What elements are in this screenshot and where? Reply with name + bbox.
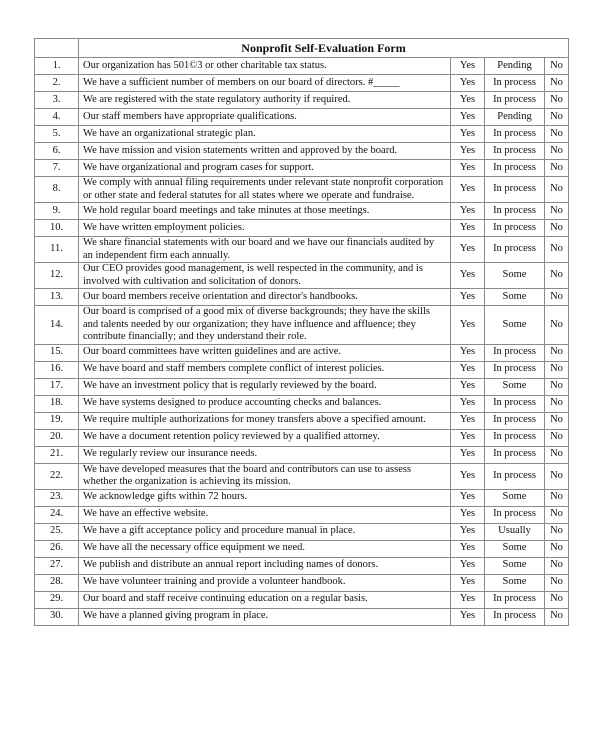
- answer-status: Some: [485, 489, 545, 506]
- question-text: We have all the necessary office equipment we need.: [79, 540, 451, 557]
- answer-no: No: [545, 203, 569, 220]
- answer-status: In process: [485, 429, 545, 446]
- answer-yes: Yes: [451, 429, 485, 446]
- answer-no: No: [545, 446, 569, 463]
- answer-yes: Yes: [451, 489, 485, 506]
- answer-no: No: [545, 412, 569, 429]
- answer-status: Some: [485, 263, 545, 289]
- answer-yes: Yes: [451, 412, 485, 429]
- answer-no: No: [545, 506, 569, 523]
- answer-status: Some: [485, 289, 545, 306]
- row-number: 27.: [35, 557, 79, 574]
- answer-yes: Yes: [451, 540, 485, 557]
- table-row: [35, 378, 569, 395]
- answer-no: No: [545, 344, 569, 361]
- table-row: [35, 306, 569, 345]
- table-row: [35, 109, 569, 126]
- answer-yes: Yes: [451, 92, 485, 109]
- question-text: We comply with annual filing requirements under relevant state nonprofit corporation or other state and federal statutes for all states where we operate and fundraise.: [79, 177, 451, 203]
- answer-yes: Yes: [451, 177, 485, 203]
- row-number: 1.: [35, 58, 79, 75]
- answer-yes: Yes: [451, 344, 485, 361]
- answer-status: Pending: [485, 58, 545, 75]
- answer-yes: Yes: [451, 126, 485, 143]
- answer-yes: Yes: [451, 263, 485, 289]
- answer-yes: Yes: [451, 506, 485, 523]
- answer-no: No: [545, 591, 569, 608]
- answer-yes: Yes: [451, 143, 485, 160]
- answer-no: No: [545, 361, 569, 378]
- evaluation-table: [34, 38, 569, 626]
- table-row: [35, 429, 569, 446]
- row-number: 10.: [35, 220, 79, 237]
- row-number: 14.: [35, 306, 79, 345]
- question-text: We acknowledge gifts within 72 hours.: [79, 489, 451, 506]
- row-number: 20.: [35, 429, 79, 446]
- answer-yes: Yes: [451, 75, 485, 92]
- answer-yes: Yes: [451, 237, 485, 263]
- table-row: [35, 412, 569, 429]
- table-row: [35, 523, 569, 540]
- question-text: Our CEO provides good management, is well respected in the community, and is involved with cultivation and solicitation of donors.: [79, 263, 451, 289]
- row-number: 26.: [35, 540, 79, 557]
- row-number: 25.: [35, 523, 79, 540]
- question-text: We share financial statements with our board and we have our financials audited by an independent firm each annually.: [79, 237, 451, 263]
- answer-yes: Yes: [451, 446, 485, 463]
- table-row: [35, 395, 569, 412]
- row-number: 12.: [35, 263, 79, 289]
- answer-yes: Yes: [451, 395, 485, 412]
- question-text: We have systems designed to produce accounting checks and balances.: [79, 395, 451, 412]
- table-row: [35, 608, 569, 625]
- row-number: 16.: [35, 361, 79, 378]
- question-text: Our staff members have appropriate qualifications.: [79, 109, 451, 126]
- answer-yes: Yes: [451, 523, 485, 540]
- answer-status: Some: [485, 306, 545, 345]
- row-number: 17.: [35, 378, 79, 395]
- question-text: We have organizational and program cases for support.: [79, 160, 451, 177]
- question-text: We have developed measures that the board and contributors can use to assess whether the organization is achieving its mission.: [79, 463, 451, 489]
- row-number: 21.: [35, 446, 79, 463]
- answer-no: No: [545, 574, 569, 591]
- answer-yes: Yes: [451, 463, 485, 489]
- answer-no: No: [545, 58, 569, 75]
- question-text: Our board committees have written guidelines and are active.: [79, 344, 451, 361]
- table-row: [35, 177, 569, 203]
- header-blank-cell: [35, 39, 79, 58]
- table-row: [35, 160, 569, 177]
- question-text: We have mission and vision statements written and approved by the board.: [79, 143, 451, 160]
- answer-status: In process: [485, 608, 545, 625]
- answer-status: In process: [485, 591, 545, 608]
- row-number: 30.: [35, 608, 79, 625]
- answer-status: Some: [485, 574, 545, 591]
- row-number: 29.: [35, 591, 79, 608]
- row-number: 7.: [35, 160, 79, 177]
- answer-yes: Yes: [451, 203, 485, 220]
- table-row: [35, 237, 569, 263]
- answer-no: No: [545, 429, 569, 446]
- question-text: Our board members receive orientation and director's handbooks.: [79, 289, 451, 306]
- table-row: [35, 126, 569, 143]
- answer-status: In process: [485, 237, 545, 263]
- row-number: 8.: [35, 177, 79, 203]
- question-text: We have a planned giving program in place.: [79, 608, 451, 625]
- answer-no: No: [545, 489, 569, 506]
- answer-status: In process: [485, 143, 545, 160]
- row-number: 15.: [35, 344, 79, 361]
- answer-no: No: [545, 92, 569, 109]
- table-row: [35, 540, 569, 557]
- row-number: 19.: [35, 412, 79, 429]
- answer-status: In process: [485, 203, 545, 220]
- question-text: We have a document retention policy reviewed by a qualified attorney.: [79, 429, 451, 446]
- row-number: 4.: [35, 109, 79, 126]
- question-text: We have an investment policy that is regularly reviewed by the board.: [79, 378, 451, 395]
- answer-status: Some: [485, 557, 545, 574]
- question-text: We publish and distribute an annual report including names of donors.: [79, 557, 451, 574]
- question-text: Our board and staff receive continuing education on a regular basis.: [79, 591, 451, 608]
- answer-no: No: [545, 109, 569, 126]
- question-text: We regularly review our insurance needs.: [79, 446, 451, 463]
- table-row: [35, 263, 569, 289]
- answer-status: In process: [485, 344, 545, 361]
- question-text: Our board is comprised of a good mix of diverse backgrounds; they have the skills and talents needed by our organization; they have influence and affluence; they contribute financially; and they understand their role.: [79, 306, 451, 345]
- answer-status: In process: [485, 361, 545, 378]
- answer-no: No: [545, 177, 569, 203]
- row-number: 2.: [35, 75, 79, 92]
- table-row: [35, 489, 569, 506]
- answer-status: Some: [485, 540, 545, 557]
- row-number: 13.: [35, 289, 79, 306]
- question-text: We have an organizational strategic plan.: [79, 126, 451, 143]
- row-number: 18.: [35, 395, 79, 412]
- question-text: Our organization has 501©3 or other charitable tax status.: [79, 58, 451, 75]
- table-row: [35, 289, 569, 306]
- row-number: 5.: [35, 126, 79, 143]
- row-number: 11.: [35, 237, 79, 263]
- question-text: We hold regular board meetings and take minutes at those meetings.: [79, 203, 451, 220]
- answer-yes: Yes: [451, 361, 485, 378]
- answer-no: No: [545, 395, 569, 412]
- question-text: We have board and staff members complete conflict of interest policies.: [79, 361, 451, 378]
- answer-yes: Yes: [451, 109, 485, 126]
- answer-no: No: [545, 75, 569, 92]
- row-number: 24.: [35, 506, 79, 523]
- answer-status: In process: [485, 75, 545, 92]
- table-row: [35, 220, 569, 237]
- answer-no: No: [545, 557, 569, 574]
- answer-status: In process: [485, 177, 545, 203]
- table-header-row: [35, 39, 569, 58]
- answer-yes: Yes: [451, 378, 485, 395]
- answer-no: No: [545, 540, 569, 557]
- answer-status: In process: [485, 412, 545, 429]
- table-row: [35, 557, 569, 574]
- answer-yes: Yes: [451, 220, 485, 237]
- answer-yes: Yes: [451, 591, 485, 608]
- answer-yes: Yes: [451, 306, 485, 345]
- answer-yes: Yes: [451, 557, 485, 574]
- table-row: [35, 92, 569, 109]
- table-row: [35, 361, 569, 378]
- answer-status: In process: [485, 126, 545, 143]
- answer-status: In process: [485, 506, 545, 523]
- answer-status: In process: [485, 463, 545, 489]
- question-text: We are registered with the state regulatory authority if required.: [79, 92, 451, 109]
- table-row: [35, 591, 569, 608]
- answer-no: No: [545, 378, 569, 395]
- answer-status: In process: [485, 446, 545, 463]
- question-text: We have written employment policies.: [79, 220, 451, 237]
- answer-no: No: [545, 263, 569, 289]
- answer-status: In process: [485, 160, 545, 177]
- answer-yes: Yes: [451, 608, 485, 625]
- row-number: 23.: [35, 489, 79, 506]
- row-number: 3.: [35, 92, 79, 109]
- form-title: Nonprofit Self-Evaluation Form: [79, 39, 569, 58]
- table-row: [35, 344, 569, 361]
- answer-no: No: [545, 143, 569, 160]
- row-number: 28.: [35, 574, 79, 591]
- answer-no: No: [545, 463, 569, 489]
- question-text: We have a sufficient number of members on our board of directors. #_____: [79, 75, 451, 92]
- answer-no: No: [545, 237, 569, 263]
- row-number: 6.: [35, 143, 79, 160]
- answer-no: No: [545, 608, 569, 625]
- question-text: We require multiple authorizations for money transfers above a specified amount.: [79, 412, 451, 429]
- table-row: [35, 574, 569, 591]
- row-number: 9.: [35, 203, 79, 220]
- answer-status: Some: [485, 378, 545, 395]
- answer-status: In process: [485, 220, 545, 237]
- answer-no: No: [545, 523, 569, 540]
- table-row: [35, 143, 569, 160]
- answer-no: No: [545, 289, 569, 306]
- table-row: [35, 463, 569, 489]
- answer-no: No: [545, 126, 569, 143]
- answer-yes: Yes: [451, 289, 485, 306]
- answer-status: In process: [485, 395, 545, 412]
- question-text: We have volunteer training and provide a volunteer handbook.: [79, 574, 451, 591]
- answer-status: In process: [485, 92, 545, 109]
- question-text: We have an effective website.: [79, 506, 451, 523]
- answer-status: Pending: [485, 109, 545, 126]
- answer-no: No: [545, 220, 569, 237]
- table-row: [35, 446, 569, 463]
- table-row: [35, 506, 569, 523]
- answer-no: No: [545, 306, 569, 345]
- answer-yes: Yes: [451, 160, 485, 177]
- row-number: 22.: [35, 463, 79, 489]
- table-body: [35, 58, 569, 626]
- answer-no: No: [545, 160, 569, 177]
- answer-status: Usually: [485, 523, 545, 540]
- answer-yes: Yes: [451, 58, 485, 75]
- table-row: [35, 58, 569, 75]
- question-text: We have a gift acceptance policy and procedure manual in place.: [79, 523, 451, 540]
- table-row: [35, 75, 569, 92]
- table-row: [35, 203, 569, 220]
- answer-yes: Yes: [451, 574, 485, 591]
